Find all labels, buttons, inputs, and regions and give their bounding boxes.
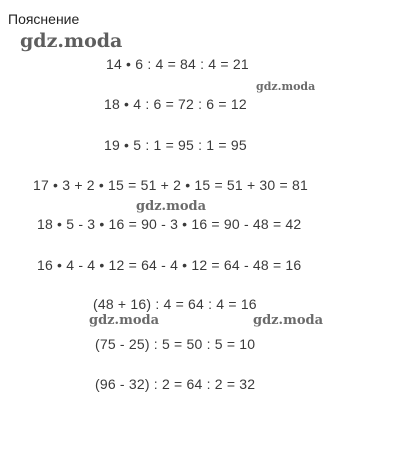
equation-5: 18 • 5 - 3 • 16 = 90 - 3 • 16 = 90 - 48 = 42 <box>37 216 302 232</box>
page-title: Пояснение <box>8 11 80 27</box>
equation-7: (48 + 16) : 4 = 64 : 4 = 16 <box>93 296 257 312</box>
watermark-logo: gdz.moda <box>253 313 324 328</box>
equation-3: 19 • 5 : 1 = 95 : 1 = 95 <box>104 137 247 153</box>
equation-1: 14 • 6 : 4 = 84 : 4 = 21 <box>106 56 249 72</box>
equation-8: (75 - 25) : 5 = 50 : 5 = 10 <box>95 336 256 352</box>
watermark-logo: gdz.moda <box>89 313 160 328</box>
equation-2: 18 • 4 : 6 = 72 : 6 = 12 <box>104 96 247 112</box>
watermark-logo: gdz.moda <box>20 30 123 52</box>
equation-4: 17 • 3 + 2 • 15 = 51 + 2 • 15 = 51 + 30 = 81 <box>33 177 308 193</box>
watermark-logo: gdz.moda <box>256 80 316 93</box>
equation-6: 16 • 4 - 4 • 12 = 64 - 4 • 12 = 64 - 48 = 16 <box>37 257 302 273</box>
equation-9: (96 - 32) : 2 = 64 : 2 = 32 <box>95 376 256 392</box>
watermark-logo: gdz.moda <box>136 199 207 214</box>
